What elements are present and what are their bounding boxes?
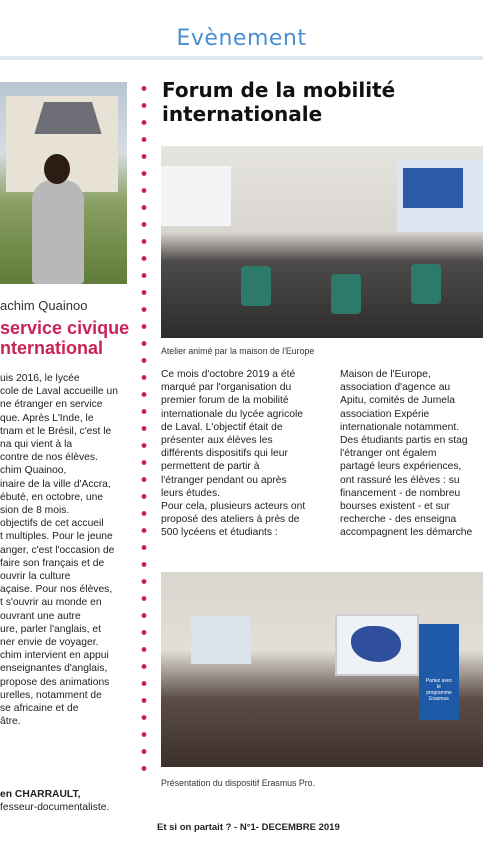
author-role: fesseur-documentaliste. [0,802,110,813]
left-line: âtre. [0,716,21,728]
left-column-article [0,372,128,728]
col-a-line: internationale du lycée agricole [161,408,303,420]
workshop-caption: Atelier animé par la maison de l'Europe [161,346,315,356]
projection-screen [335,614,419,676]
left-line: enseignantes d'anglais, [0,663,108,675]
workshop-photo [161,146,483,338]
left-line: chim Quainoo, [0,465,67,477]
author-signature [0,788,128,814]
left-line: ure, parler l'anglais, et [0,623,101,635]
col-a-line: Ce mois d'octobre 2019 a été [161,369,296,380]
col-b-line: bourses existent - et sur [340,501,450,513]
left-line: chim intervient en appui [0,650,109,662]
col-b-line: l'étranger ont égalem [340,448,437,460]
left-line: ne étranger en service [0,399,103,411]
erasmus-banner [419,624,459,720]
dotted-separator [141,80,147,780]
projected-slide [403,168,463,208]
col-b-line: recherche - des enseigna [340,514,457,526]
col-a-line: proposé des ateliers à près de [161,514,300,526]
col-a-line: de Laval. L'objectif était de [161,421,283,433]
left-line: tnam et le Brésil, c'est le [0,425,112,437]
projected-europe-map [351,626,401,662]
castle-roof [20,102,116,134]
col-b-line: Maison de l'Europe, [340,369,431,380]
banner-text: Erasmus [429,696,449,702]
left-line: sion de 8 mois. [0,505,70,517]
left-line: inaire de la ville d'Accra, [0,478,111,490]
erasmus-presentation-photo [161,572,483,767]
page-footer: Et si on partait ? - N°1- DECEMBRE 2019 [157,822,340,833]
col-b-line: partagé leurs expériences, [340,461,462,473]
col-b-line: accompagnent les démarche [340,527,473,539]
left-line: açaise. Pour nos élèves, [0,584,113,596]
col-a-line: premier forum de la mobilité [161,395,289,407]
col-b-line: Des étudiants partis en stag [340,435,468,447]
left-line: ner envie de voyager. [0,637,99,649]
wall-map [191,616,251,664]
left-line: ébuté, en octobre, une [0,491,104,503]
col-b-line: Apitu, comités de Jumela [340,395,456,407]
col-b-line: association Expérie [340,408,430,420]
headline-line-1: Forum de la mobilité [162,78,396,102]
col-a-line: 500 lycéens et étudiants : [161,527,278,539]
col-b-line: internationale notamment. [340,421,460,433]
service-civique-title [0,318,130,358]
left-line: t s'ouvrir au monde en [0,597,102,609]
article-column-a [161,368,322,540]
headline-line-2: internationale [162,102,323,126]
col-a-line: l'étranger pendant ou après [161,474,287,486]
col-b-line: financement - de nombreu [340,487,461,499]
left-line: se africaine et de [0,703,79,715]
author-name: en CHARRAULT, [0,789,81,800]
service-title-line-1: service civique [0,318,130,338]
left-line: faire son français et de [0,557,105,569]
left-line: ouvrir la culture [0,571,71,583]
service-title-line-2: nternational [0,338,104,358]
banner-text: Partez avec [425,678,453,684]
col-a-line: permettent de partir à [161,461,260,473]
erasmus-caption: Présentation du dispositif Erasmus Pro. [161,778,316,788]
left-line: t multiples. Pour le jeune [0,531,113,543]
portrait-photo [0,82,127,284]
person-body [32,180,84,284]
chair [411,264,441,304]
header-rule [0,56,483,60]
left-line: contre de nos élèves. [0,452,98,464]
left-line: na qui vient à la [0,439,73,451]
left-line: cole de Laval accueille un [0,386,118,398]
person-figure [32,154,84,284]
section-title: Evènement [176,26,307,51]
col-b-line: association d'agence au [340,382,451,394]
col-a-line: marqué par l'organisation du [161,382,292,394]
article-column-b [340,368,483,540]
left-line: ouvrant une autre [0,610,81,622]
banner-text: programme [426,690,452,696]
projection-screen [397,160,483,232]
portrait-caption: achim Quainoo [0,298,88,313]
person-head [44,154,70,184]
left-line: urelles, notamment de [0,689,102,701]
chair [331,274,361,314]
left-line: que. Après L'Inde, le [0,412,94,424]
chair [241,266,271,306]
col-a-line: présenter aux élèves les [161,435,273,447]
classroom-window [161,166,231,226]
article-headline [162,78,482,126]
left-line: anger, c'est l'occasion de [0,544,115,556]
col-b-line: ont rassuré les élèves : su [340,474,460,486]
left-line: uis 2016, le lycée [0,373,80,384]
banner-text: le [437,684,441,690]
col-a-line: différents dispositifs qui leur [161,448,288,460]
col-a-line: leurs études. [161,487,220,499]
left-line: objectifs de cet accueil [0,518,104,530]
left-line: propose des animations [0,676,110,688]
col-a-line: Pour cela, plusieurs acteurs ont [161,501,306,513]
